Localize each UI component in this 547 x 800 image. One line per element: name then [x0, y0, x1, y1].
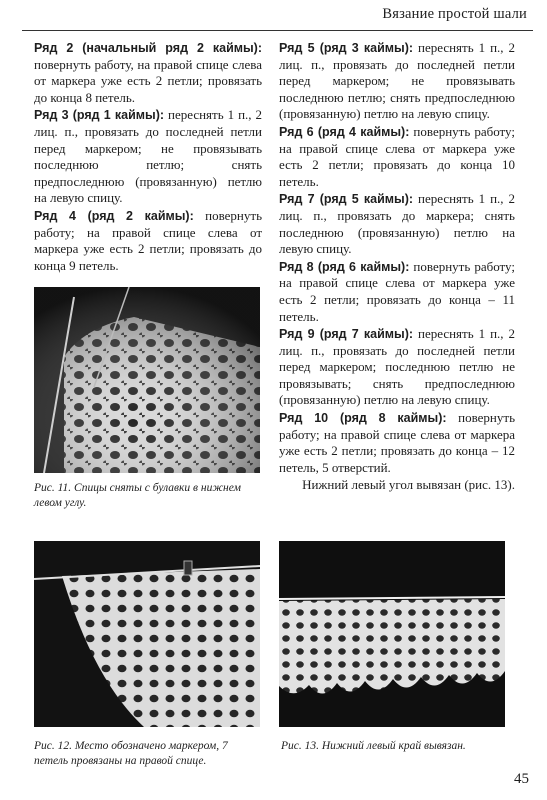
step-heading: Ряд 10 (ряд 8 каймы): — [279, 411, 447, 426]
figure-12-photo — [34, 541, 260, 727]
step-heading: Ряд 7 (ряд 5 каймы): — [279, 192, 414, 207]
step-row-5 — [279, 40, 515, 123]
step-row-6 — [279, 124, 515, 190]
lace-knitting-image — [279, 541, 505, 727]
step-text: переснять 1 п., 2 лиц. п., провязать до последней петли перед маркером; последнюю петлю не провязывать; снять предпоследнюю (провязанную) петлю на левую спицу. — [279, 326, 515, 408]
figure-11-caption: Рис. 11. Спицы сняты с булавки в нижнем левом углу. — [34, 482, 241, 509]
figure-13-caption: Рис. 13. Нижний левый край вывязан. — [281, 740, 466, 752]
step-heading: Ряд 4 (ряд 2 каймы): — [34, 208, 194, 223]
left-text-column — [34, 40, 262, 275]
step-row-9 — [279, 326, 515, 409]
step-row-2 — [34, 40, 262, 106]
figure-13-photo — [279, 541, 505, 727]
lace-knitting-image — [34, 541, 260, 727]
step-row-3 — [34, 107, 262, 207]
figure-11-photo — [34, 287, 260, 473]
step-text: повернуть работу, на правой спице слева от маркера уже есть 2 петли; провязать до конца 8 петель. — [34, 56, 262, 105]
step-heading: Ряд 8 (ряд 6 каймы): — [279, 259, 410, 274]
step-text: переснять 1 п., 2 лиц. п., провязать до последней петли перед маркером; не провязывать последнюю петлю; снять предпоследнюю (провязанную) петлю на левую спицу. — [34, 107, 262, 206]
running-header-title: Вязание простой шали — [382, 6, 527, 22]
step-heading: Ряд 3 (ряд 1 каймы): — [34, 108, 165, 123]
step-row-10 — [279, 410, 515, 476]
step-heading: Ряд 9 (ряд 7 каймы): — [279, 327, 414, 342]
step-row-4 — [34, 208, 262, 274]
corner-done-note: Нижний левый угол вывязан (рис. 13). — [302, 477, 515, 493]
page-number: 45 — [514, 771, 529, 787]
header-rule — [22, 30, 533, 31]
running-header — [0, 0, 547, 34]
step-heading: Ряд 5 (ряд 3 каймы): — [279, 41, 414, 55]
step-row-7 — [279, 191, 515, 257]
step-heading: Ряд 2 (начальный ряд 2 каймы): — [34, 41, 262, 55]
step-text: переснять 1 п., 2 лиц. п., провязать до маркера; снять последнюю (провязанную) петлю на левую спицу. — [279, 191, 515, 257]
figure-12-caption: Рис. 12. Место обозначено маркером, 7 петель провязаны на правой спице. — [34, 740, 228, 767]
step-text: повернуть работу; на правой спице слева от маркера уже есть 2 петли; провязать до конца – 11 петель. — [279, 258, 515, 324]
step-text: переснять 1 п., 2 лиц. п., провязать до последней петли перед маркером; не провязывать последнюю петлю; снять предпоследнюю (провязанную) петлю на левую спицу. — [279, 40, 515, 122]
step-text: повернуть работу; на правой спице слева от маркера уже есть 2 петли; провязать до конца 9 петель. — [34, 207, 262, 273]
step-row-8 — [279, 259, 515, 325]
lace-knitting-image — [34, 287, 260, 473]
step-text: повернуть работу; на правой спице слева от маркера уже есть 2 петли; провязать до конца 10 петель. — [279, 123, 515, 189]
right-text-column — [279, 40, 515, 494]
step-heading: Ряд 6 (ряд 4 каймы): — [279, 124, 410, 139]
step-text: повернуть работу; на правой спице слева от маркера уже есть 2 петли; провязать до конца – 12 петель, 5 отверстий. — [279, 410, 515, 475]
